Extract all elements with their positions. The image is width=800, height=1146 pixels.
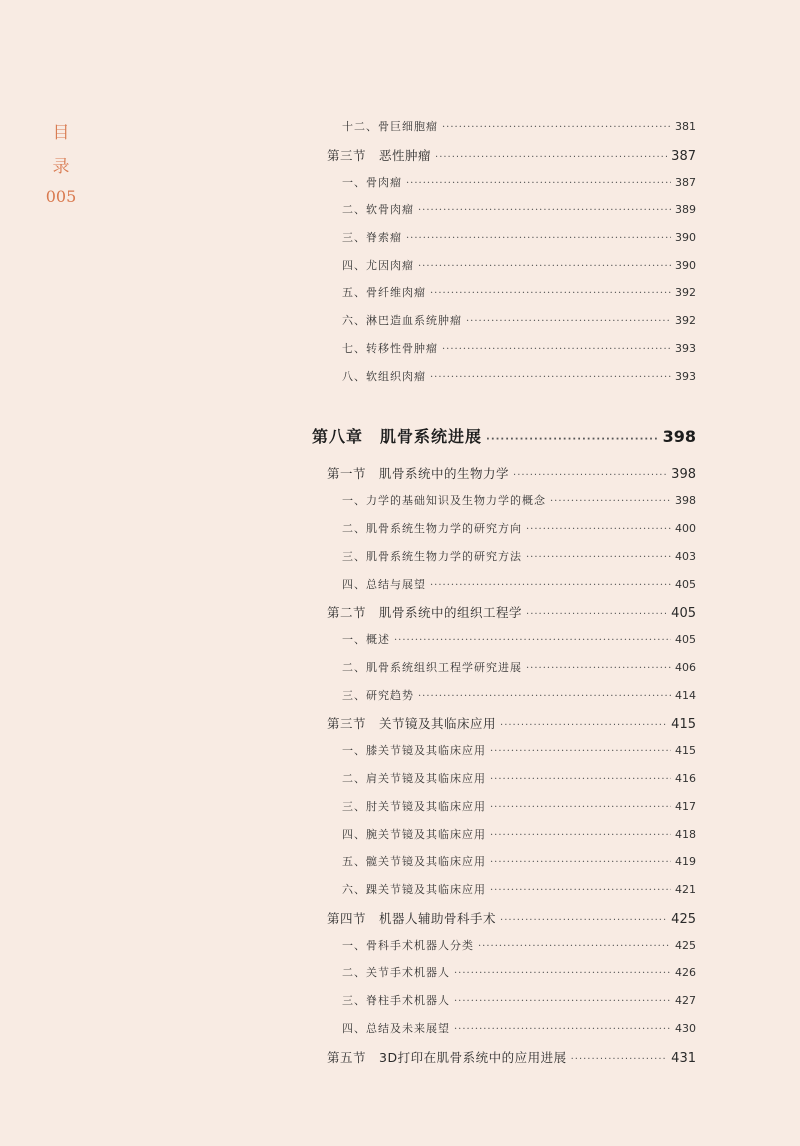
leader-dots: [490, 885, 671, 896]
side-title-char-1: 目: [52, 123, 70, 143]
toc-entry: [342, 229, 696, 245]
toc-entry: [342, 631, 696, 647]
toc-entry: [342, 118, 696, 134]
toc-entry-label: 一、骨科手术机器人分类: [342, 939, 474, 952]
toc-entry-page: 421: [675, 883, 696, 896]
leader-dots: [513, 470, 667, 481]
toc-entry-page: 398: [675, 494, 696, 507]
toc-entry-label: 四、总结及未来展望: [342, 1022, 450, 1035]
leader-dots: [550, 496, 671, 507]
toc-entry: [342, 770, 696, 786]
toc-entry-page: 425: [671, 912, 696, 927]
toc-entry: [342, 548, 696, 564]
toc-entry: [312, 424, 696, 447]
toc-entry-label: 第四节 机器人辅助骨科手术: [327, 911, 497, 926]
toc-entry: [342, 687, 696, 703]
toc-entry: [342, 742, 696, 758]
toc-entry: [342, 576, 696, 592]
toc-entry-label: 三、研究趋势: [342, 689, 414, 702]
toc-entry: [342, 201, 696, 217]
toc-entry: [342, 174, 696, 190]
toc-entry-label: 第二节 肌骨系统中的组织工程学: [327, 605, 523, 620]
toc-entry: [342, 853, 696, 869]
toc-entry-page: 392: [675, 286, 696, 299]
toc-entry-page: 398: [662, 427, 696, 446]
toc-entry-label: 一、膝关节镜及其临床应用: [342, 744, 486, 757]
toc-entry-page: 405: [675, 633, 696, 646]
toc-entry-label: 一、骨肉瘤: [342, 176, 402, 189]
leader-dots: [490, 746, 671, 757]
leader-dots: [406, 178, 671, 189]
toc-entry-label: 一、力学的基础知识及生物力学的概念: [342, 494, 546, 507]
toc-entry: [342, 964, 696, 980]
toc-entry-page: 425: [675, 939, 696, 952]
toc-entry-page: 403: [675, 550, 696, 563]
toc-entry-label: 第一节 肌骨系统中的生物力学: [327, 466, 510, 481]
toc-entry-page: 405: [675, 578, 696, 591]
toc-entry: [342, 1020, 696, 1036]
toc-entry-label: 四、总结与展望: [342, 578, 426, 591]
leader-dots: [418, 691, 671, 702]
toc-entry: [342, 937, 696, 953]
toc-entry-label: 八、软组织肉瘤: [342, 370, 426, 383]
toc-entry-label: 七、转移性骨肿瘤: [342, 342, 438, 355]
leader-dots: [454, 1024, 671, 1035]
leader-dots: [394, 635, 671, 646]
toc-entry: [342, 992, 696, 1008]
leader-dots: [486, 434, 659, 445]
toc-entry: [342, 312, 696, 328]
leader-dots: [526, 524, 671, 535]
toc-entry: [327, 464, 696, 482]
toc-entry-page: 418: [675, 828, 696, 841]
toc-entry-page: 393: [675, 370, 696, 383]
toc-entry: [342, 520, 696, 536]
toc-entry-page: 389: [675, 203, 696, 216]
leader-dots: [406, 233, 671, 244]
toc-entry-page: 387: [675, 176, 696, 189]
toc-entry-page: 393: [675, 342, 696, 355]
toc-entry-page: 390: [675, 259, 696, 272]
toc-entry-page: 392: [675, 314, 696, 327]
toc-entry-page: 415: [675, 744, 696, 757]
leader-dots: [490, 830, 671, 841]
toc-entry: [342, 881, 696, 897]
page-number: 005: [45, 187, 77, 206]
toc-entry: [327, 1048, 696, 1066]
toc-entry-label: 三、脊索瘤: [342, 231, 402, 244]
leader-dots: [454, 996, 671, 1007]
leader-dots: [442, 122, 671, 133]
leader-dots: [442, 344, 671, 355]
toc-entry-page: 416: [675, 772, 696, 785]
toc-entry: [342, 284, 696, 300]
leader-dots: [478, 941, 671, 952]
leader-dots: [490, 857, 671, 868]
leader-dots: [526, 609, 667, 620]
toc-entry-page: 400: [675, 522, 696, 535]
toc-entry-page: 431: [671, 1051, 696, 1066]
toc-entry-label: 三、肌骨系统生物力学的研究方法: [342, 550, 522, 563]
toc-entry: [327, 909, 696, 927]
toc-entry-label: 六、踝关节镜及其临床应用: [342, 883, 486, 896]
toc-entry: [327, 714, 696, 732]
toc-entry-page: 405: [671, 606, 696, 621]
leader-dots: [454, 968, 671, 979]
leader-dots: [418, 205, 671, 216]
toc-entry-label: 二、肩关节镜及其临床应用: [342, 772, 486, 785]
leader-dots: [466, 316, 671, 327]
toc-entry-label: 二、软骨肉瘤: [342, 203, 414, 216]
toc-entry: [342, 492, 696, 508]
leader-dots: [490, 802, 671, 813]
toc-entry-page: 406: [675, 661, 696, 674]
toc-entry-page: 414: [675, 689, 696, 702]
leader-dots: [526, 663, 671, 674]
toc-entry: [342, 257, 696, 273]
toc-entry-page: 390: [675, 231, 696, 244]
toc-entry-label: 四、尤因肉瘤: [342, 259, 414, 272]
toc-entry-page: 430: [675, 1022, 696, 1035]
leader-dots: [418, 261, 671, 272]
toc-entry-page: 415: [671, 717, 696, 732]
leader-dots: [435, 152, 667, 163]
leader-dots: [490, 774, 671, 785]
toc-entry-label: 五、髋关节镜及其临床应用: [342, 855, 486, 868]
leader-dots: [500, 915, 667, 926]
toc-entry-label: 二、肌骨系统组织工程学研究进展: [342, 661, 522, 674]
toc-entry-page: 381: [675, 120, 696, 133]
toc-entry: [342, 340, 696, 356]
toc-entry-page: 398: [671, 467, 696, 482]
toc-entry-page: 426: [675, 966, 696, 979]
toc-entry-label: 第八章 肌骨系统进展: [312, 427, 483, 446]
toc-entry-label: 十二、骨巨细胞瘤: [342, 120, 438, 133]
toc-entry-label: 五、骨纤维肉瘤: [342, 286, 426, 299]
leader-dots: [571, 1054, 668, 1065]
leader-dots: [500, 720, 667, 731]
toc-entry: [327, 603, 696, 621]
toc-entry-page: 419: [675, 855, 696, 868]
toc-entry-page: 387: [671, 149, 696, 164]
toc-entry-label: 四、腕关节镜及其临床应用: [342, 828, 486, 841]
leader-dots: [526, 552, 671, 563]
toc-entry: [342, 826, 696, 842]
toc-entry-label: 六、淋巴造血系统肿瘤: [342, 314, 462, 327]
toc-entry-label: 二、关节手术机器人: [342, 966, 450, 979]
side-header: [40, 116, 82, 210]
toc-entry-label: 第五节 3D打印在肌骨系统中的应用进展: [327, 1050, 567, 1065]
toc-entry-page: 417: [675, 800, 696, 813]
toc-entry-label: 第三节 关节镜及其临床应用: [327, 716, 497, 731]
toc-entry: [342, 659, 696, 675]
leader-dots: [430, 288, 671, 299]
toc-entry: [342, 368, 696, 384]
toc-entry-label: 三、肘关节镜及其临床应用: [342, 800, 486, 813]
toc-entry: [342, 798, 696, 814]
toc-entry-label: 第三节 恶性肿瘤: [327, 148, 432, 163]
leader-dots: [430, 372, 671, 383]
toc-entry-label: 三、脊柱手术机器人: [342, 994, 450, 1007]
toc-entry-page: 427: [675, 994, 696, 1007]
toc-entry-label: 二、肌骨系统生物力学的研究方向: [342, 522, 522, 535]
leader-dots: [430, 580, 671, 591]
side-title-char-2: 录: [52, 157, 70, 177]
toc-entry: [327, 146, 696, 164]
toc-entry-label: 一、概述: [342, 633, 390, 646]
